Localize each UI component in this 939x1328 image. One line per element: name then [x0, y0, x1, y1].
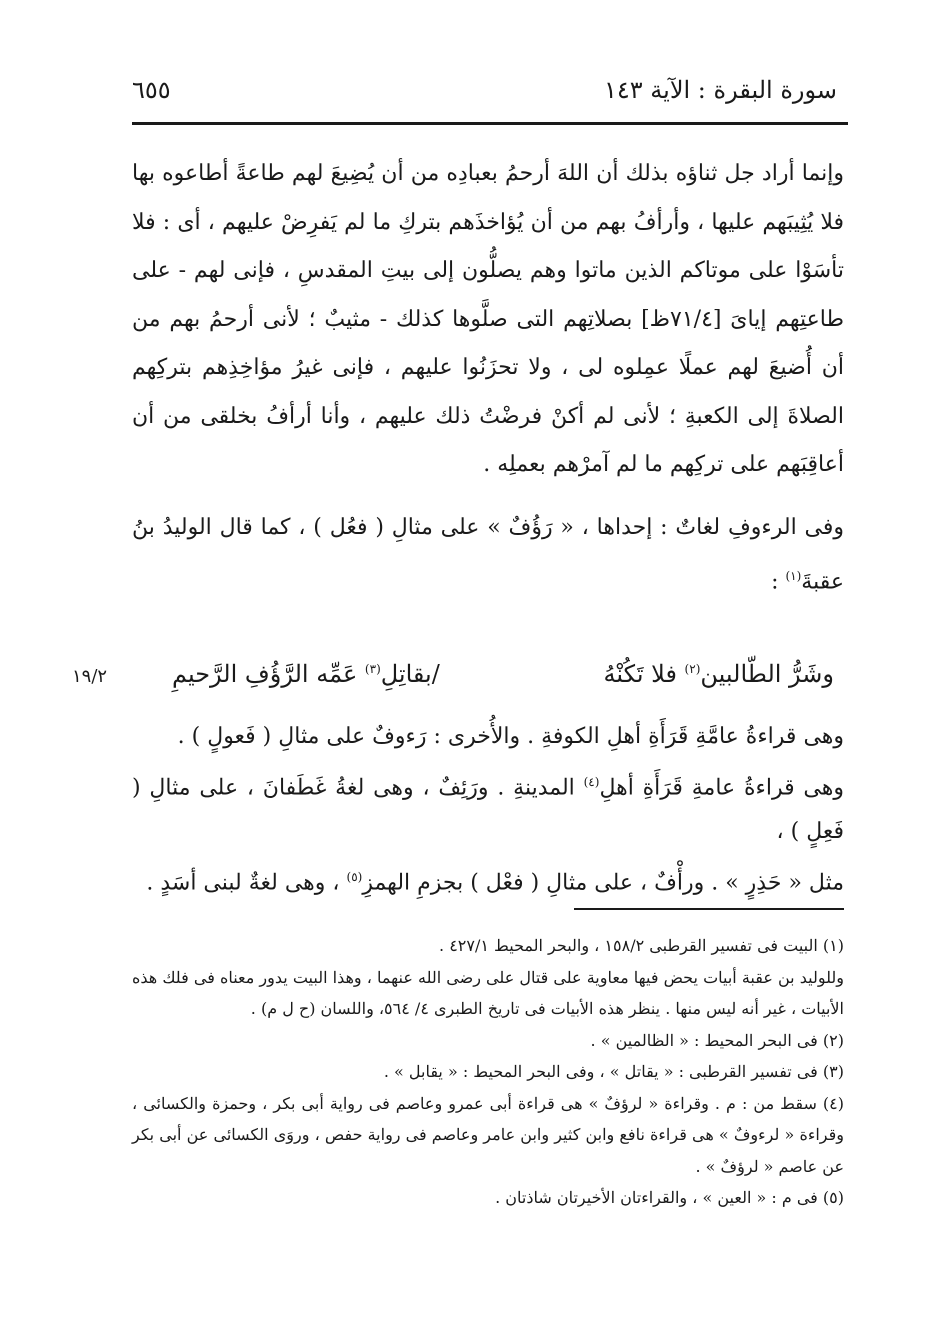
margin-reference: ١٩/٢: [72, 666, 108, 687]
first-hemistich-start: وشَرُّ الطّالبين: [700, 660, 834, 688]
line-3-start: مثل « حَذِرٍ » . ورأْفٌ ، على مثالِ ( فعْل ) بجزمِ الهمزِ: [362, 870, 844, 896]
first-hemistich: [603, 660, 834, 688]
second-hemistich: [172, 660, 440, 688]
footnote-5: (٥) فى م : « العين » ، والقراءتان الأخيرتان شاذتان .: [495, 1188, 844, 1207]
after-verse-line-1: وهى قراءةُ عامَّةِ قَرَأَةِ أهلِ الكوفةِ . والأُخرى : رَءوفٌ على مثالِ ( فَعولٍ ) .: [177, 724, 844, 749]
paragraph-2-text: وفى الرءوفِ لغاتٌ : إحداها ، « رَؤُفٌ » على مثالِ ( فعُل ) ، كما قال الوليدُ بنُ عقبةَ: [132, 514, 844, 595]
paragraph-2: [132, 504, 844, 607]
footnote-3: (٣) فى تفسير القرطبى : « يقاتل » ، وفى البحر المحيط : « يقابل » .: [383, 1062, 844, 1081]
after-verse-line-2: [132, 760, 844, 855]
line-3-end: ، وهى لغةٌ لبنى أسَدٍ .: [146, 870, 347, 896]
running-title: سورة البقرة : الآية ١٤٣: [603, 76, 837, 104]
paragraph-1: وإنما أراد جل ثناؤه بذلك أن اللهَ أرحمُ بعبادِه من أن يُضِيعَ لهم طاعةً أطاعوه بها فلا يُثِيبَهم عليها ، وأرأفُ بهم من أن يُؤاخذَهم بتركِ ما لم يَفرِضْ عليهم ، أى : فلا تأسَوْا على موتاكم الذين ماتوا وهم يصلُّون إلى بيتِ المقدسِ ، فإنى لهم - على طاعتِهم إيایَ [٧١/٤ظ] بصلاتِهم التى صلَّوها كذلك - مثيبٌ ؛ لأنى أرحمُ بهم من أن أُضيعَ لهم عملًا عمِلوه لى ، ولا تحزَنُوا عليهم ، فإنى غيرُ مؤاخِذِهم بتركِهم الصلاةَ إلى الكعبةِ ؛ لأنى لم أكنْ فرضْتُ ذلك عليهم ، وأنا أرأفُ بخلقى من أن أعاقِبَهم على تركِهم ما لم آمرْهم بعملِه .: [132, 161, 845, 477]
line-2-end: المدينةِ . ورَئِفٌ ، وهى لغةُ غَطَفانَ ، على مثالِ ( فَعِلٍ ) ،: [132, 774, 844, 845]
footnote-marker-4: (٤): [583, 774, 600, 789]
second-hemistich-end: عَمِّه الرَّؤُفِ الرَّحيمِ: [172, 660, 365, 688]
footnote-marker-1: (١): [785, 569, 802, 583]
main-text: [132, 150, 844, 607]
footnote-2: (٢) فى البحر المحيط : « الظالمين » .: [590, 1030, 844, 1050]
first-hemistich-end: فلا تَكُنْهُ: [603, 660, 685, 688]
page-header: [132, 70, 847, 114]
footnote-4: (٤) سقط من : م . وقراءة « لرؤفٌ » هى قراءة أبى عمرو وعاصم فى رواية أبى بكر ، وحمزة والكسائى ، وقراءة « لرءوفٌ » هى قراءة نافع وابن كثير وابن عامر وعاصم فى رواية حفص ، وروَى الكسائى عن أبى بكر عن عاصم « لرؤفٌ » .: [132, 1093, 844, 1176]
footnote-marker-2: (٢): [684, 662, 701, 676]
footnotes: [132, 930, 844, 1214]
line-2-start: وهى قراءةُ عامةِ قَرَأَةِ أهلِ: [599, 774, 844, 800]
second-hemistich-start: /بقاتِلِ: [380, 660, 440, 688]
footnote-separator: [574, 908, 844, 910]
footnote-marker-3: (٣): [364, 662, 381, 676]
paragraph-2-end: :: [771, 569, 786, 595]
after-verse-line-3: [132, 855, 844, 906]
footnote-1: (١) البيت فى تفسير القرطبى ١٥٨/٢ ، والبحر المحيط ٤٢٧/١ .: [439, 936, 844, 955]
footnote-1-continued: وللوليد بن عقبة أبيات يحض فيها معاوية على قتال على رضى الله عنهما ، وهذا البيت يدور معناه فى فلك هذه الأبيات ، غير أنه ليس منها . ينظر هذه الأبيات فى تاريخ الطبرى ٤/ ٥٦٤، واللسان (ح ل م) .: [132, 967, 844, 1018]
text-after-verse: [132, 715, 844, 906]
header-rule: [132, 122, 848, 125]
page-number: ٦٥٥: [132, 76, 171, 104]
footnote-marker-5: (٥): [346, 869, 363, 884]
poetry-verse: [72, 652, 844, 702]
